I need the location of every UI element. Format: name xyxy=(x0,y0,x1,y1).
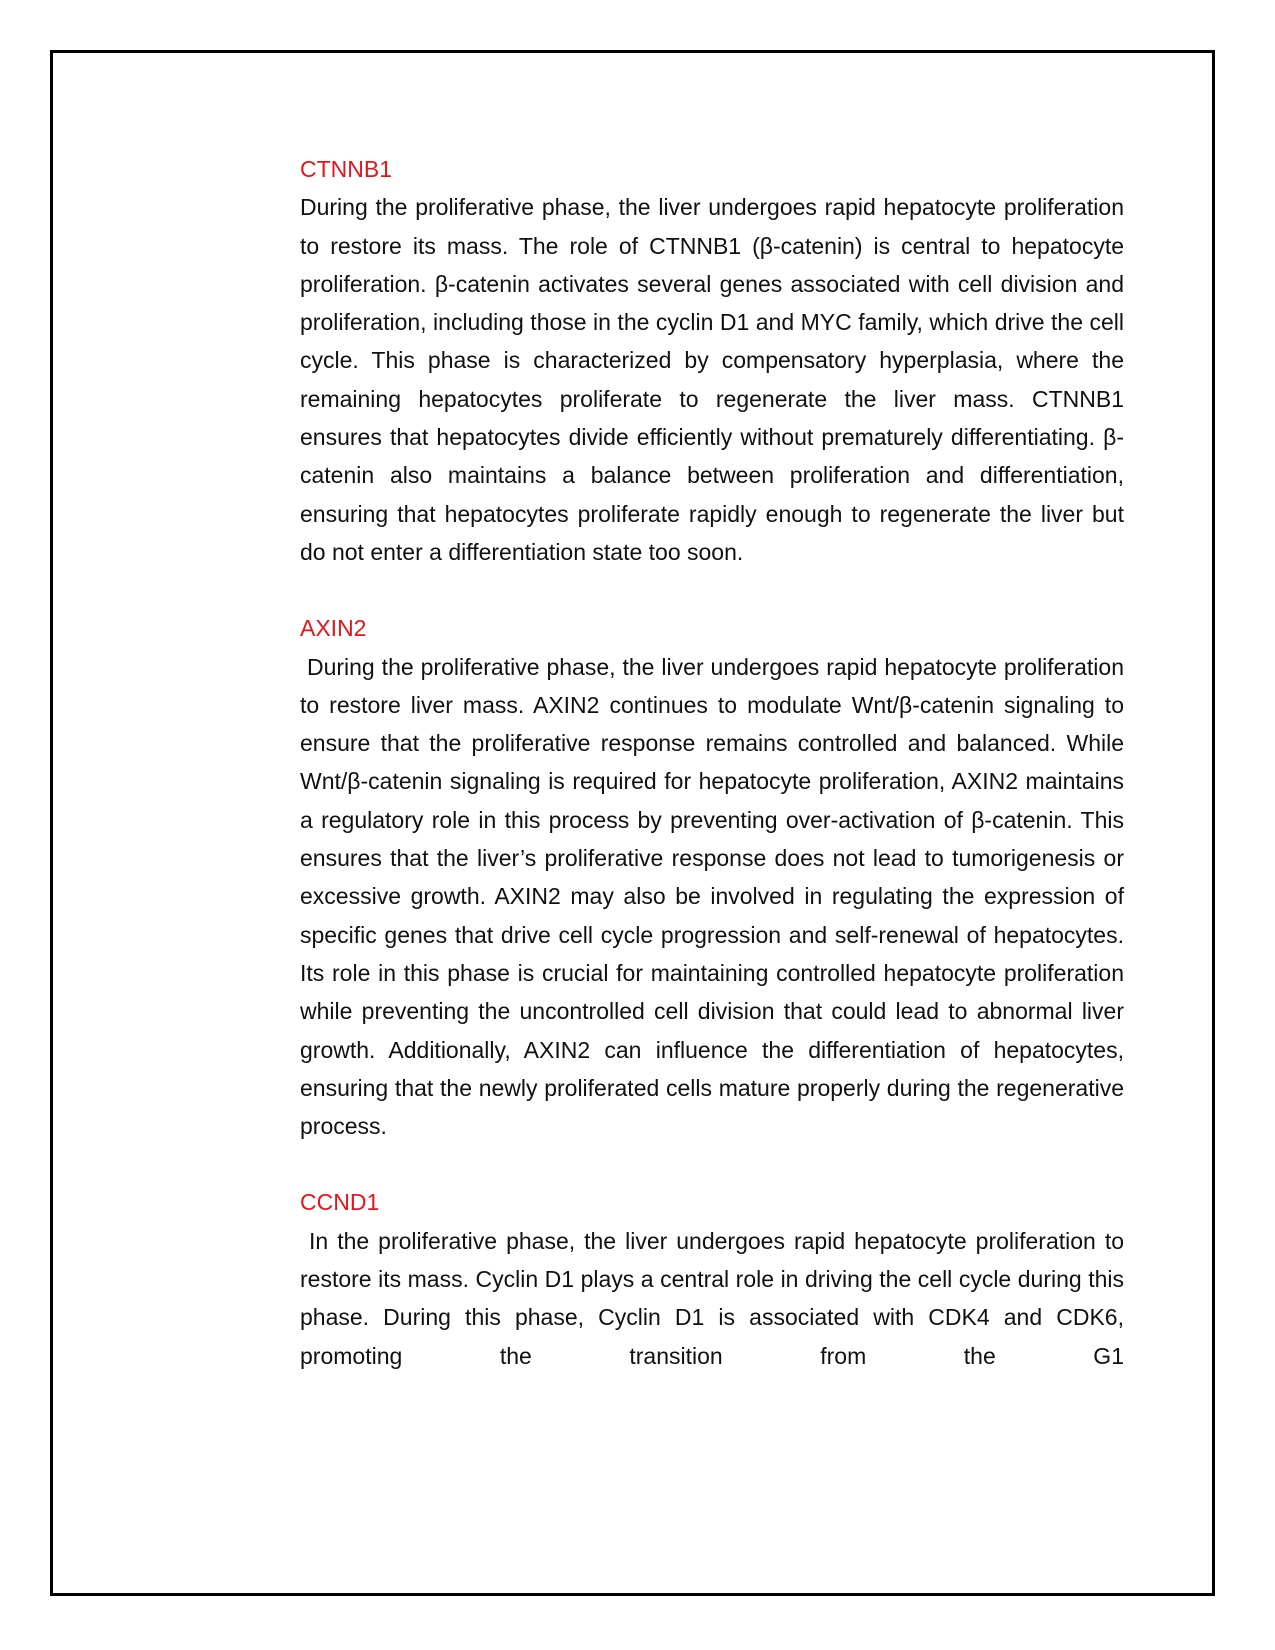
section-paragraph: During the proliferative phase, the liver undergoes rapid hepatocyte proliferation to restore its mass. The role of CTNNB1 (β-catenin) is central to hepatocyte proliferation. β-catenin activates several genes associated with cell division and proliferation, including those in the cyclin D1 and MYC family, which drive the cell cycle. This phase is characterized by compensatory hyperplasia, where the remaining hepatocytes proliferate to regenerate the liver mass. CTNNB1 ensures that hepatocytes divide efficiently without prematurely differentiating. β-catenin also maintains a balance between proliferation and differentiation, ensuring that hepatocytes proliferate rapidly enough to regenerate the liver but do not enter a differentiation state too soon. xyxy=(300,194,1124,565)
section-paragraph: During the proliferative phase, the liver undergoes rapid hepatocyte proliferation to restore liver mass. AXIN2 continues to modulate Wnt/β-catenin signaling to ensure that the proliferative response remains controlled and balanced. While Wnt/β-catenin signaling is required for hepatocyte proliferation, AXIN2 maintains a regulatory role in this process by preventing over-activation of β-catenin. This ensures that the liver’s proliferative response does not lead to tumorigenesis or excessive growth. AXIN2 may also be involved in regulating the expression of specific genes that drive cell cycle progression and self-renewal of hepatocytes. Its role in this phase is crucial for maintaining controlled hepatocyte proliferation while preventing the uncontrolled cell division that could lead to abnormal liver growth. Additionally, AXIN2 can influence the differentiation of hepatocytes, ensuring that the newly proliferated cells mature properly during the regenerative process. xyxy=(300,653,1131,1140)
document-body xyxy=(300,150,1131,1413)
section-heading: CTNNB1 xyxy=(300,156,393,182)
section-axin2 xyxy=(300,609,1131,1145)
section-heading: CCND1 xyxy=(300,1189,380,1216)
section-heading: AXIN2 xyxy=(300,615,367,642)
section-ccnd1 xyxy=(300,1183,1131,1374)
section-ctnnb1 xyxy=(300,150,1124,571)
section-paragraph: In the proliferative phase, the liver undergoes rapid hepatocyte proliferation to restore its mass. Cyclin D1 plays a central role in driving the cell cycle during this phase. During this phase, Cyclin D1 is associated with CDK4 and CDK6, promoting the transition from the G1 xyxy=(300,1227,1131,1369)
